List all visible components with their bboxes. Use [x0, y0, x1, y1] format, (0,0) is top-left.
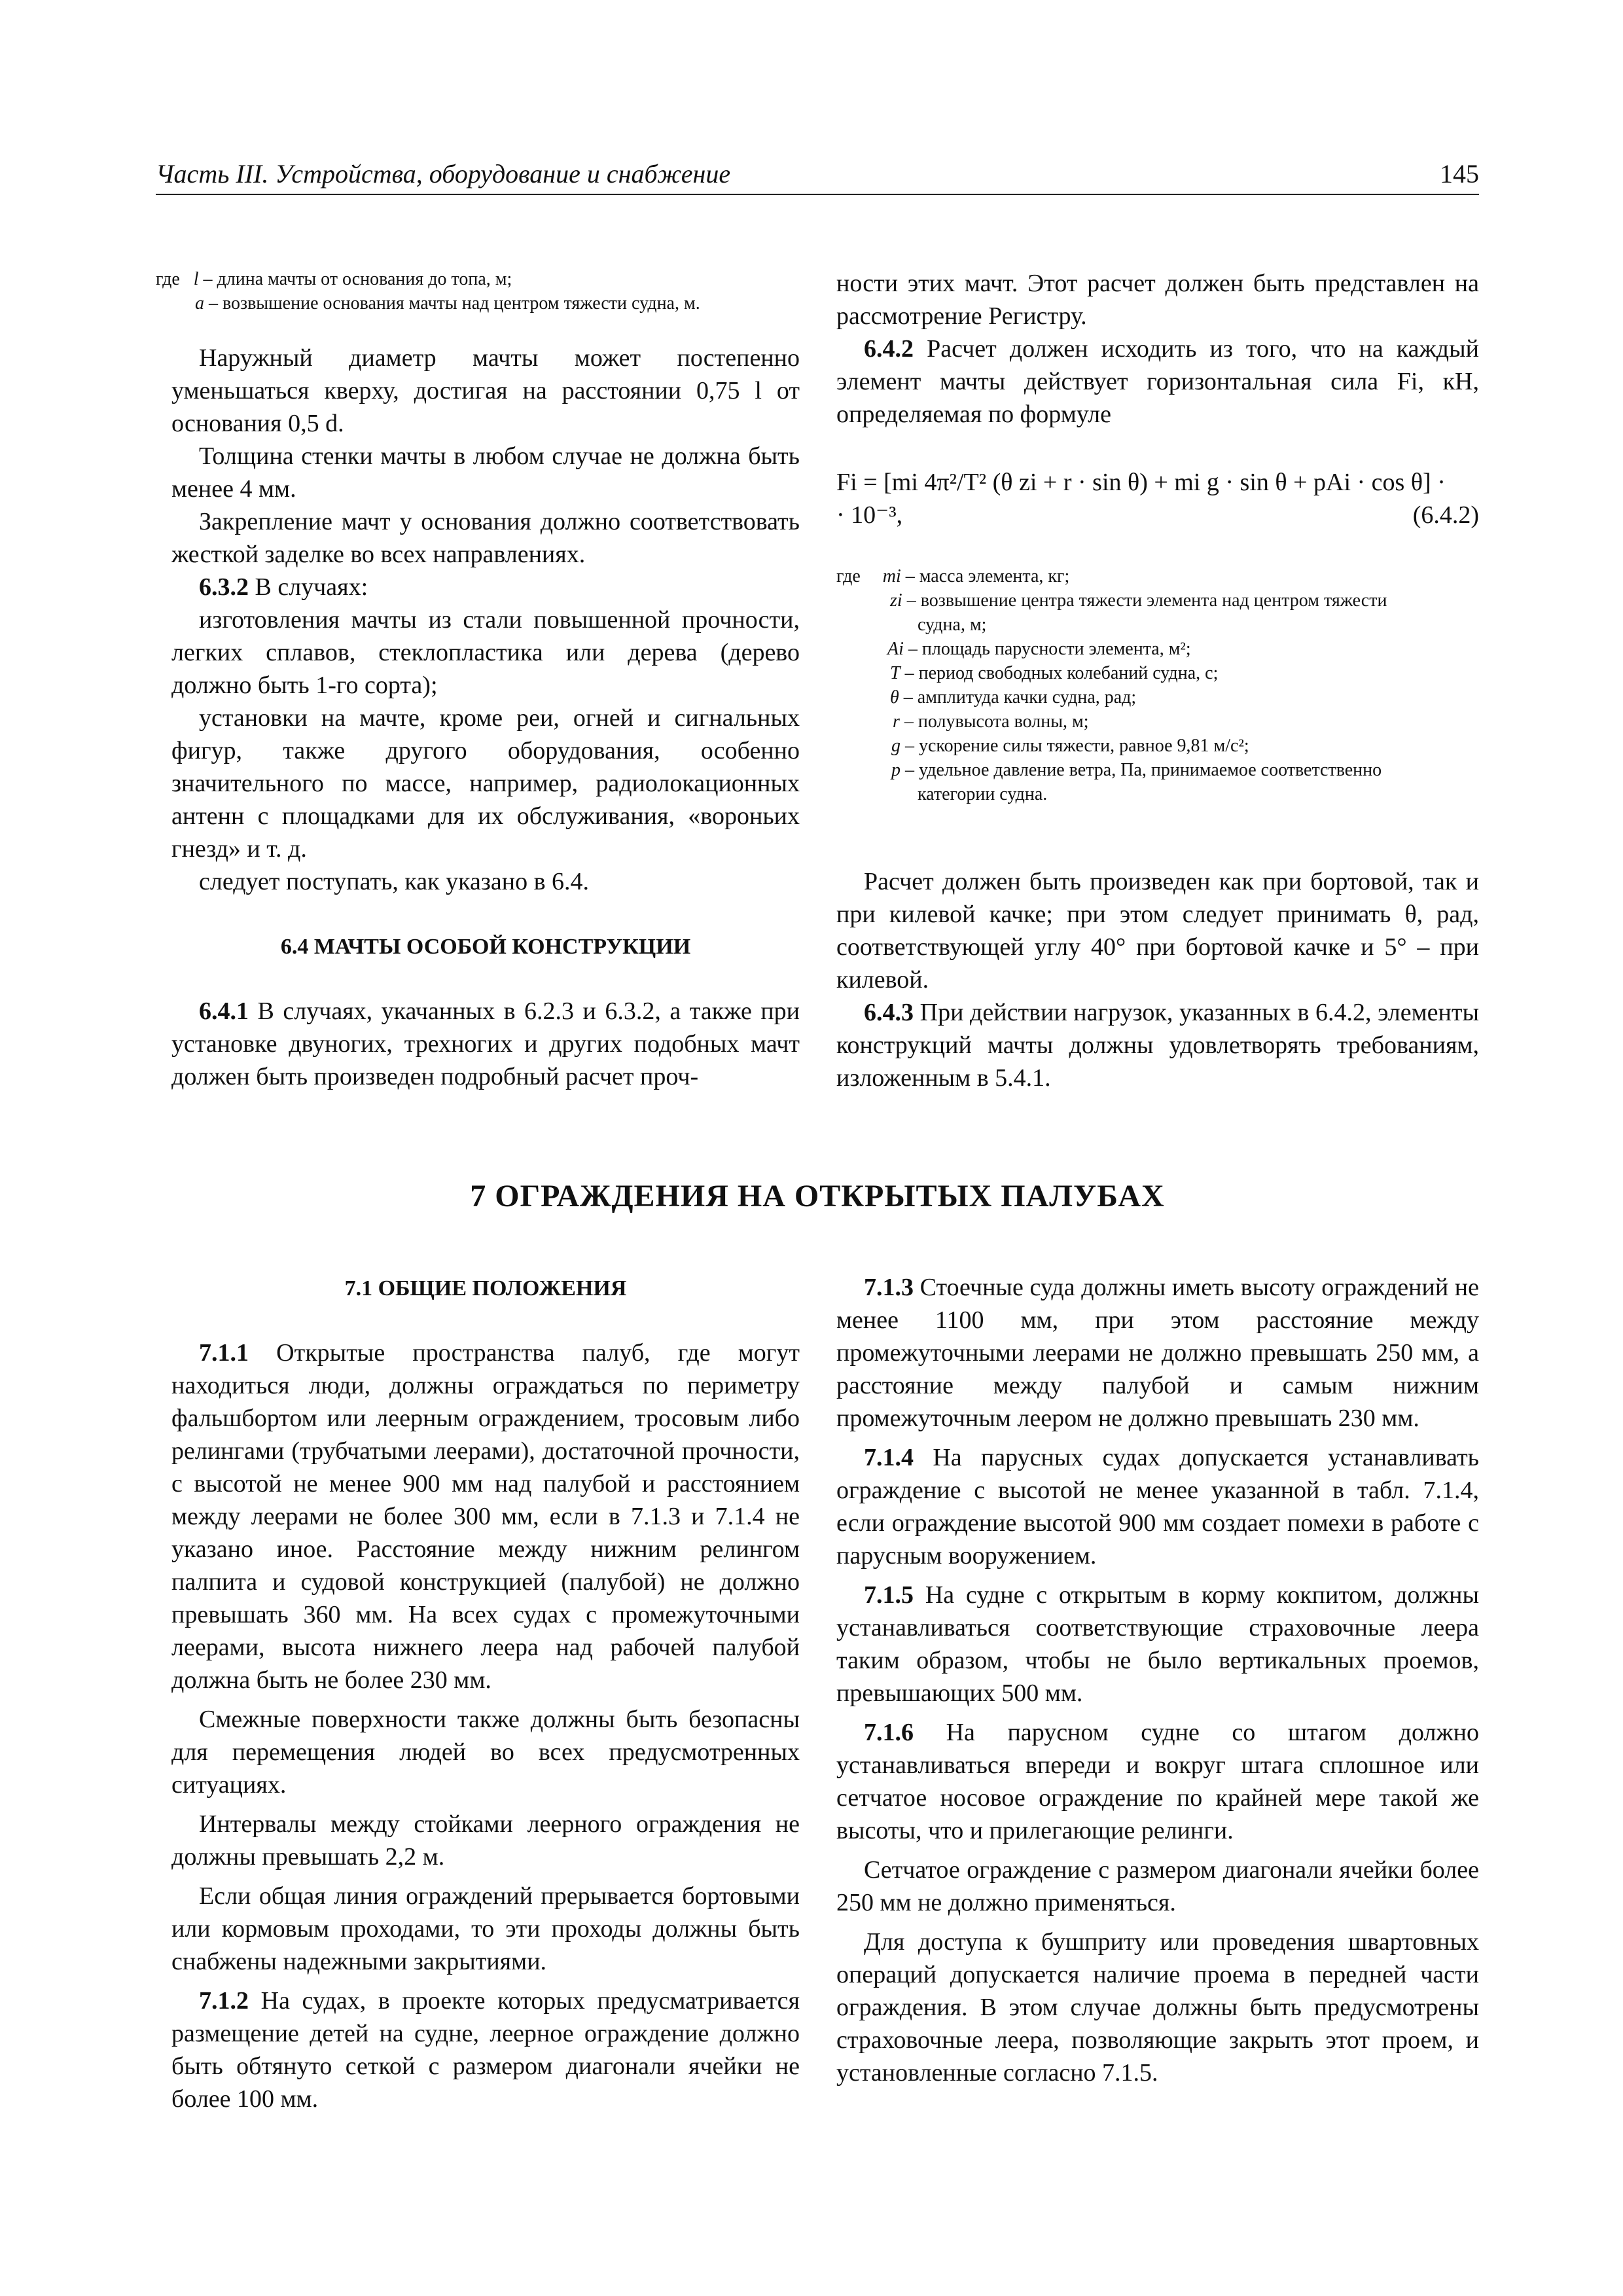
where-row — [836, 588, 1479, 613]
where-key: g — [891, 736, 901, 756]
clause-number: 7.1.1 — [199, 1339, 249, 1367]
clause-number: 6.4.2 — [864, 335, 914, 363]
clause-number: 7.1.2 — [199, 1987, 249, 2015]
left-column-bottom — [171, 1336, 800, 2115]
paragraph — [836, 332, 1479, 431]
where-text: судна, м; — [918, 615, 987, 635]
where-row — [836, 782, 1479, 806]
paragraph: Толщина стенки мачты в любом случае не должна быть менее 4 мм. — [171, 442, 800, 503]
where-row — [836, 613, 1479, 637]
where-key: a — [195, 293, 204, 314]
paragraph — [171, 1984, 800, 2115]
paragraph: Для доступа к бушприту или проведения швартовных операций допускается наличие проема в передней части ограждения. В этом случае должны быть предусмотрены страховочные леера, позволяющие закрыть этот проем, и установленные согласно 7.1.5. — [836, 1928, 1479, 2087]
where-row — [836, 637, 1479, 661]
formula-number: (6.4.2) — [1412, 501, 1479, 529]
paragraph-text: В случаях, укачанных в 6.2.3 и 6.3.2, а также при установке двуногих, трехногих и других подобных мачт должен быть произведен подробный расчет проч- — [171, 997, 800, 1090]
right-column-bottom — [836, 1271, 1479, 2089]
page-number: 145 — [1440, 159, 1479, 188]
clause-number: 6.3.2 — [199, 573, 249, 601]
paragraph: Сетчатое ограждение с размером диагонали ячейки более 250 мм не должно применяться. — [836, 1856, 1479, 1916]
where-line-l — [156, 267, 804, 291]
where-text: категории судна. — [918, 784, 1048, 804]
where-prefix: где — [836, 566, 861, 586]
where-row — [836, 709, 1479, 734]
where-line-a — [156, 291, 804, 315]
paragraph — [171, 1336, 800, 1696]
subsection-heading: 7.1 ОБЩИЕ ПОЛОЖЕНИЯ — [344, 1276, 627, 1300]
where-key: l — [193, 269, 199, 289]
clause-number: 7.1.4 — [864, 1444, 914, 1471]
page-header — [156, 154, 1479, 195]
paragraph-text: На судне с открытым в корму кокпитом, должны устанавливаться соответствующие страховочные леера таким образом, чтобы не было вертикальных проемов, превышающих 500 мм. — [836, 1581, 1479, 1707]
paragraph-text: Расчет должен исходить из того, что на каждый элемент мачты действует горизонтальная сила Fi, кН, определяемая по формуле — [836, 335, 1479, 428]
paragraph-text: Открытые пространства палуб, где могут находиться люди, должны ограждаться по периметру фальшбортом или леерным ограждением, тросовым либо релингами (трубчатыми леерами), достаточной прочности, с высотой не менее 900 мм над палубой и расстоянием между леерами не более 300 мм, если в 7.1.3 и 7.1.4 не указано иное. Расстояние между нижним релингом палпита и судовой конструкцией (палубой) не должно превышать 360 мм. На всех судах с промежуточными леерами, высота нижнего леера над рабочей палубой должна быть не более 230 мм. — [171, 1339, 800, 1694]
where-text: – возвышение центра тяжести элемента над центром тяжести — [906, 590, 1387, 611]
where-text: – масса элемента, кг; — [905, 566, 1070, 586]
where-text: – возвышение основания мачты над центром тяжести судна, м. — [209, 293, 700, 314]
where-block-formula — [836, 564, 1479, 806]
where-text: – полувысота волны, м; — [904, 711, 1089, 732]
subsection-heading: 6.4 МАЧТЫ ОСОБОЙ КОНСТРУКЦИИ — [280, 935, 691, 959]
clause-number: 7.1.5 — [864, 1581, 914, 1609]
paragraph: Если общая линия ограждений прерывается бортовыми или кормовым проходами, то эти проходы должны быть снабжены надежными закрытиями. — [171, 1882, 800, 1975]
where-key: Ai — [887, 639, 904, 659]
where-prefix: где — [156, 269, 180, 289]
where-block-mast — [156, 267, 804, 315]
formula-line-1: Fi = [mi 4π²/T² (θ zi + r · sin θ) + mi g · sin θ + pAi · cos θ] · — [836, 469, 1446, 496]
running-title: Часть III. Устройства, оборудование и снабжение — [156, 159, 731, 188]
where-key: r — [893, 711, 900, 732]
paragraph — [836, 1579, 1479, 1710]
paragraph-text: В случаях: — [255, 573, 368, 601]
paragraph: Закрепление мачт у основания должно соответствовать жесткой заделке во всех направлениях. — [171, 508, 800, 568]
clause-number: 6.4.1 — [199, 997, 249, 1025]
paragraph: изготовления мачты из стали повышенной прочности, легких сплавов, стеклопластика или дерева (дерево должно быть 1-го сорта); — [171, 606, 800, 699]
paragraph — [836, 1716, 1479, 1847]
paragraph — [171, 995, 800, 1093]
clause-number: 7.1.3 — [864, 1274, 914, 1301]
where-text: – период свободных колебаний судна, с; — [904, 663, 1219, 683]
paragraph: следует поступать, как указано в 6.4. — [199, 868, 590, 895]
clause-number: 7.1.6 — [864, 1719, 914, 1746]
where-key: T — [890, 663, 901, 683]
formula-text: · 10⁻³, — [836, 501, 903, 529]
paragraph-text: На судах, в проекте которых предусматривается размещение детей на судне, леерное ограждение должно быть обтянуто сеткой с размером диагонали ячейки не более 100 мм. — [171, 1987, 800, 2113]
where-key: zi — [890, 590, 902, 611]
paragraph-text: На парусном судне со штагом должно устанавливаться впереди и вокруг штага сплошное или сетчатое носовое ограждение по крайней мере такой же высоты, что и прилегающие релинги. — [836, 1719, 1479, 1844]
clause-number: 6.4.3 — [864, 999, 914, 1026]
where-row — [836, 685, 1479, 709]
paragraph: Смежные поверхности также должны быть безопасны для перемещения людей во всех предусмотренных ситуациях. — [171, 1706, 800, 1799]
where-key: θ — [890, 687, 899, 708]
paragraph: ности этих мачт. Этот расчет должен быть представлен на рассмотрение Регистру. — [836, 270, 1479, 330]
where-row — [836, 758, 1479, 782]
right-column-mid — [836, 865, 1479, 1094]
paragraph-text: При действии нагрузок, указанных в 6.4.2, элементы конструкций мачты должны удовлетворять требованиям, изложенным в 5.4.1. — [836, 999, 1479, 1092]
where-row — [836, 661, 1479, 685]
paragraph-text: На парусных судах допускается устанавливать ограждение с высотой не менее указанной в табл. 7.1.4, если ограждение высотой 900 мм создает помехи в работе с парусным вооружением. — [836, 1444, 1480, 1570]
paragraph — [171, 571, 800, 603]
paragraph — [836, 1441, 1479, 1572]
paragraph: Интервалы между стойками леерного ограждения не должны превышать 2,2 м. — [171, 1810, 800, 1871]
left-column-top — [171, 342, 800, 898]
paragraph: Расчет должен быть произведен как при бортовой, так и при килевой качке; при этом следует принимать θ, рад, соответствующей углу 40° при бортовой качке и 5° – при килевой. — [836, 868, 1479, 994]
left-column-clause-641 — [171, 995, 800, 1093]
paragraph-text: Стоечные суда должны иметь высоту ограждений не менее 1100 мм, при этом расстояние между промежуточными леерами не должно превышать 250 мм, а расстояние между палубой и самым нижним промежуточным леером не должно превышать 230 мм. — [836, 1274, 1479, 1432]
where-text: – амплитуда качки судна, рад; — [903, 687, 1137, 708]
where-text: – длина мачты от основания до топа, м; — [203, 269, 512, 289]
where-text: – ускорение силы тяжести, равное 9,81 м/с²; — [905, 736, 1249, 756]
section-title: 7 ОГРАЖДЕНИЯ НА ОТКРЫТЫХ ПАЛУБАХ — [470, 1179, 1165, 1213]
where-row — [836, 734, 1479, 758]
where-key: p — [891, 760, 901, 780]
formula-line-2 — [836, 499, 1479, 531]
where-key: mi — [882, 566, 901, 586]
right-column-top — [836, 267, 1479, 431]
where-text: – удельное давление ветра, Па, принимаемое соответственно — [905, 760, 1382, 780]
where-row — [836, 564, 1479, 588]
where-text: – площадь парусности элемента, м²; — [908, 639, 1191, 659]
paragraph: Наружный диаметр мачты может постепенно уменьшаться кверху, достигая на расстоянии 0,75 l от основания 0,5 d. — [171, 344, 800, 437]
formula-6-4-2 — [836, 466, 1479, 531]
paragraph — [836, 1271, 1479, 1435]
paragraph: установки на мачте, кроме реи, огней и сигнальных фигур, также другого оборудования, особенно значительного по массе, например, радиолокационных антенн с площадками для их обслуживания, «вороньих гнезд» и т. д. — [171, 704, 800, 863]
paragraph — [836, 996, 1479, 1094]
